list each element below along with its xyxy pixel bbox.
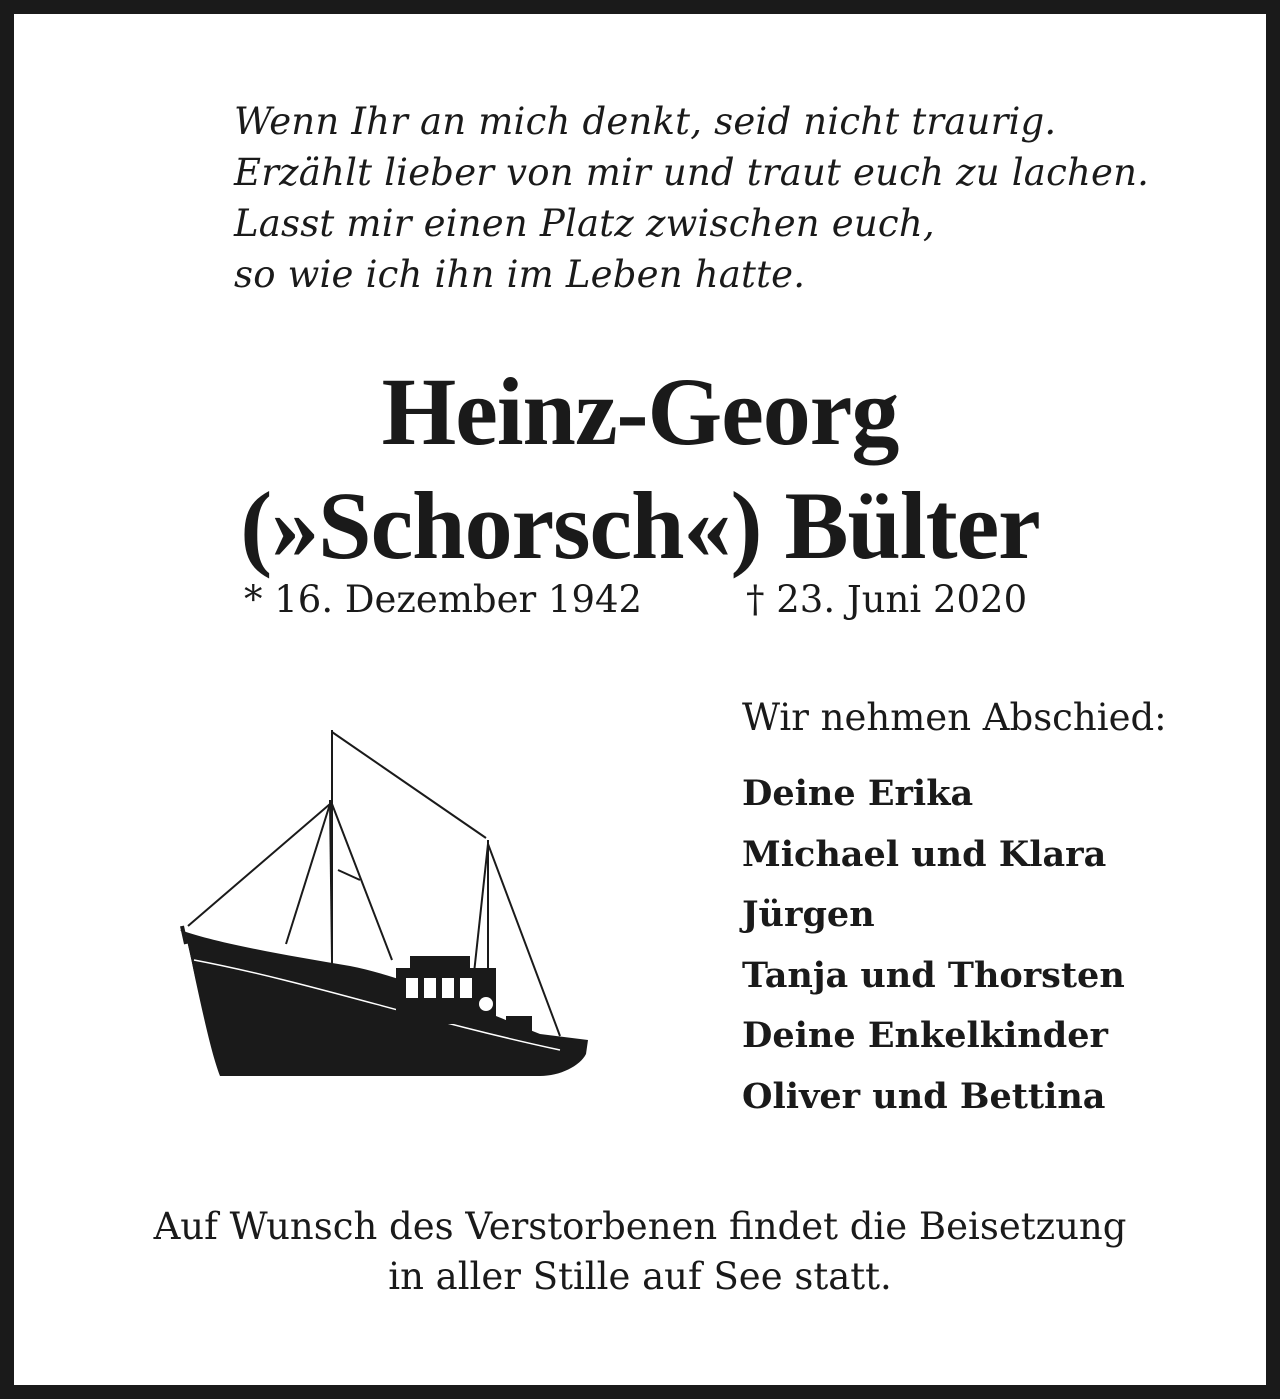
- birth-date: * 16. Dezember 1942: [244, 578, 643, 621]
- deceased-name-line2: (»Schorsch«) Bülter: [240, 472, 1040, 579]
- list-item: Jürgen: [742, 894, 875, 935]
- memorial-quote: [234, 96, 1149, 300]
- quote-line: Erzählt lieber von mir und traut euch zu lachen.: [234, 151, 1150, 194]
- list-item: Oliver und Bettina: [742, 1075, 1106, 1117]
- quote-line: Lasst mir einen Platz zwischen euch,: [234, 202, 935, 245]
- quote-line: Wenn Ihr an mich denkt, seid nicht traurig.: [234, 100, 1057, 143]
- death-date: † 23. Juni 2020: [746, 578, 1028, 621]
- notice-line: Auf Wunsch des Verstorbenen findet die Beisetzung: [153, 1205, 1127, 1248]
- burial-notice: [0, 1202, 1280, 1302]
- list-item: Deine Enkelkinder: [742, 1015, 1108, 1056]
- list-item: Michael und Klara: [742, 833, 1107, 875]
- farewell-intro: Wir nehmen Abschied:: [742, 696, 1167, 739]
- deceased-name-line1: Heinz-Georg: [381, 358, 899, 465]
- list-item: Tanja und Thorsten: [742, 954, 1125, 996]
- mourners-list: [742, 764, 1125, 1127]
- notice-line: in aller Stille auf See statt.: [388, 1255, 892, 1298]
- quote-line: so wie ich ihn im Leben hatte.: [234, 253, 806, 296]
- list-item: Deine Erika: [742, 773, 974, 814]
- ship-icon: [160, 720, 600, 1090]
